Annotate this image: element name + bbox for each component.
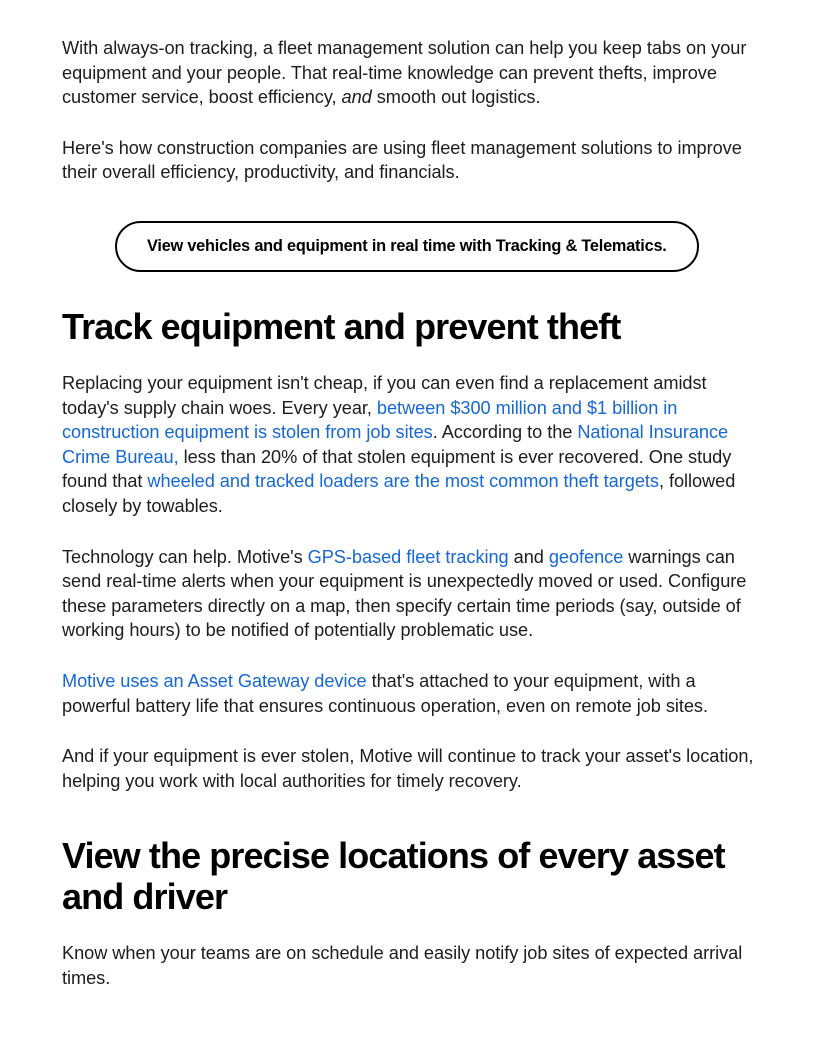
- paragraph-technology-part1: Technology can help. Motive's: [62, 546, 308, 567]
- paragraph-howto: Here's how construction companies are using fleet management solutions to improve their overall efficiency, productivity, and financials.: [62, 137, 742, 183]
- heading-track-equipment: Track equipment and prevent theft: [62, 305, 621, 347]
- link-common-theft-targets[interactable]: wheeled and tracked loaders are the most common theft targets: [147, 471, 659, 492]
- tracking-telematics-cta-button[interactable]: View vehicles and equipment in real time with Tracking & Telematics.: [115, 221, 699, 272]
- paragraph-replacing-part2: . According to the: [432, 422, 578, 443]
- article-content: [62, 36, 757, 1016]
- paragraph-gateway-part1: that's attached to your equipment, with a powerful battery life that ensures continuous operation, even on remote job sites.: [62, 670, 708, 716]
- paragraph-know-schedule: Know when your teams are on schedule and easily notify job sites of expected arrival times.: [62, 943, 743, 988]
- link-asset-gateway-device[interactable]: Motive uses an Asset Gateway device: [62, 670, 367, 691]
- link-equipment-stolen-statistic[interactable]: between $300 million and $1 billion in construction equipment is stolen from job sites: [62, 397, 678, 443]
- paragraph-replacing-part3: less than 20% of that stolen equipment is ever recovered. One study found that: [62, 446, 732, 492]
- paragraph-intro-part2: smooth out logistics.: [371, 87, 541, 108]
- paragraph-asset-gateway: [62, 669, 752, 718]
- paragraph-intro-emphasis: and: [341, 87, 372, 108]
- paragraph-intro-part1: With always-on tracking, a fleet management solution can help you keep tabs on your equipment and your people. That real-time knowledge can prevent thefts, improve customer service, boost efficiency,: [62, 38, 747, 108]
- paragraph-stolen-recovery: And if your equipment is ever stolen, Motive will continue to track your asset's location, helping you work with local authorities for timely recovery.: [62, 746, 754, 791]
- link-geofence[interactable]: geofence: [548, 546, 624, 567]
- paragraph-replacing-part4: , followed closely by towables.: [62, 471, 736, 516]
- paragraph-replacing-equipment: [62, 371, 759, 519]
- link-national-insurance-crime-bureau[interactable]: National Insurance Crime Bureau,: [62, 422, 729, 467]
- paragraph-technology: [62, 545, 750, 643]
- link-gps-based-fleet-tracking[interactable]: GPS-based fleet tracking: [307, 546, 509, 567]
- paragraph-replacing-part1: Replacing your equipment isn't cheap, if you can even find a replacement amidst today's supply chain woes. Every year,: [62, 372, 707, 418]
- paragraph-intro: [62, 36, 748, 110]
- paragraph-technology-part2: and: [508, 546, 549, 567]
- paragraph-technology-part3: warnings can send real-time alerts when your equipment is unexpectedly moved or used. Configure these parameters directly on a map, then specify certain time periods (say, outside of working hours) to be notified of potentially problematic use.: [62, 546, 747, 641]
- cta-container: [62, 211, 757, 286]
- heading-view-precise-locations: View the precise locations of every asset and driver: [62, 835, 725, 918]
